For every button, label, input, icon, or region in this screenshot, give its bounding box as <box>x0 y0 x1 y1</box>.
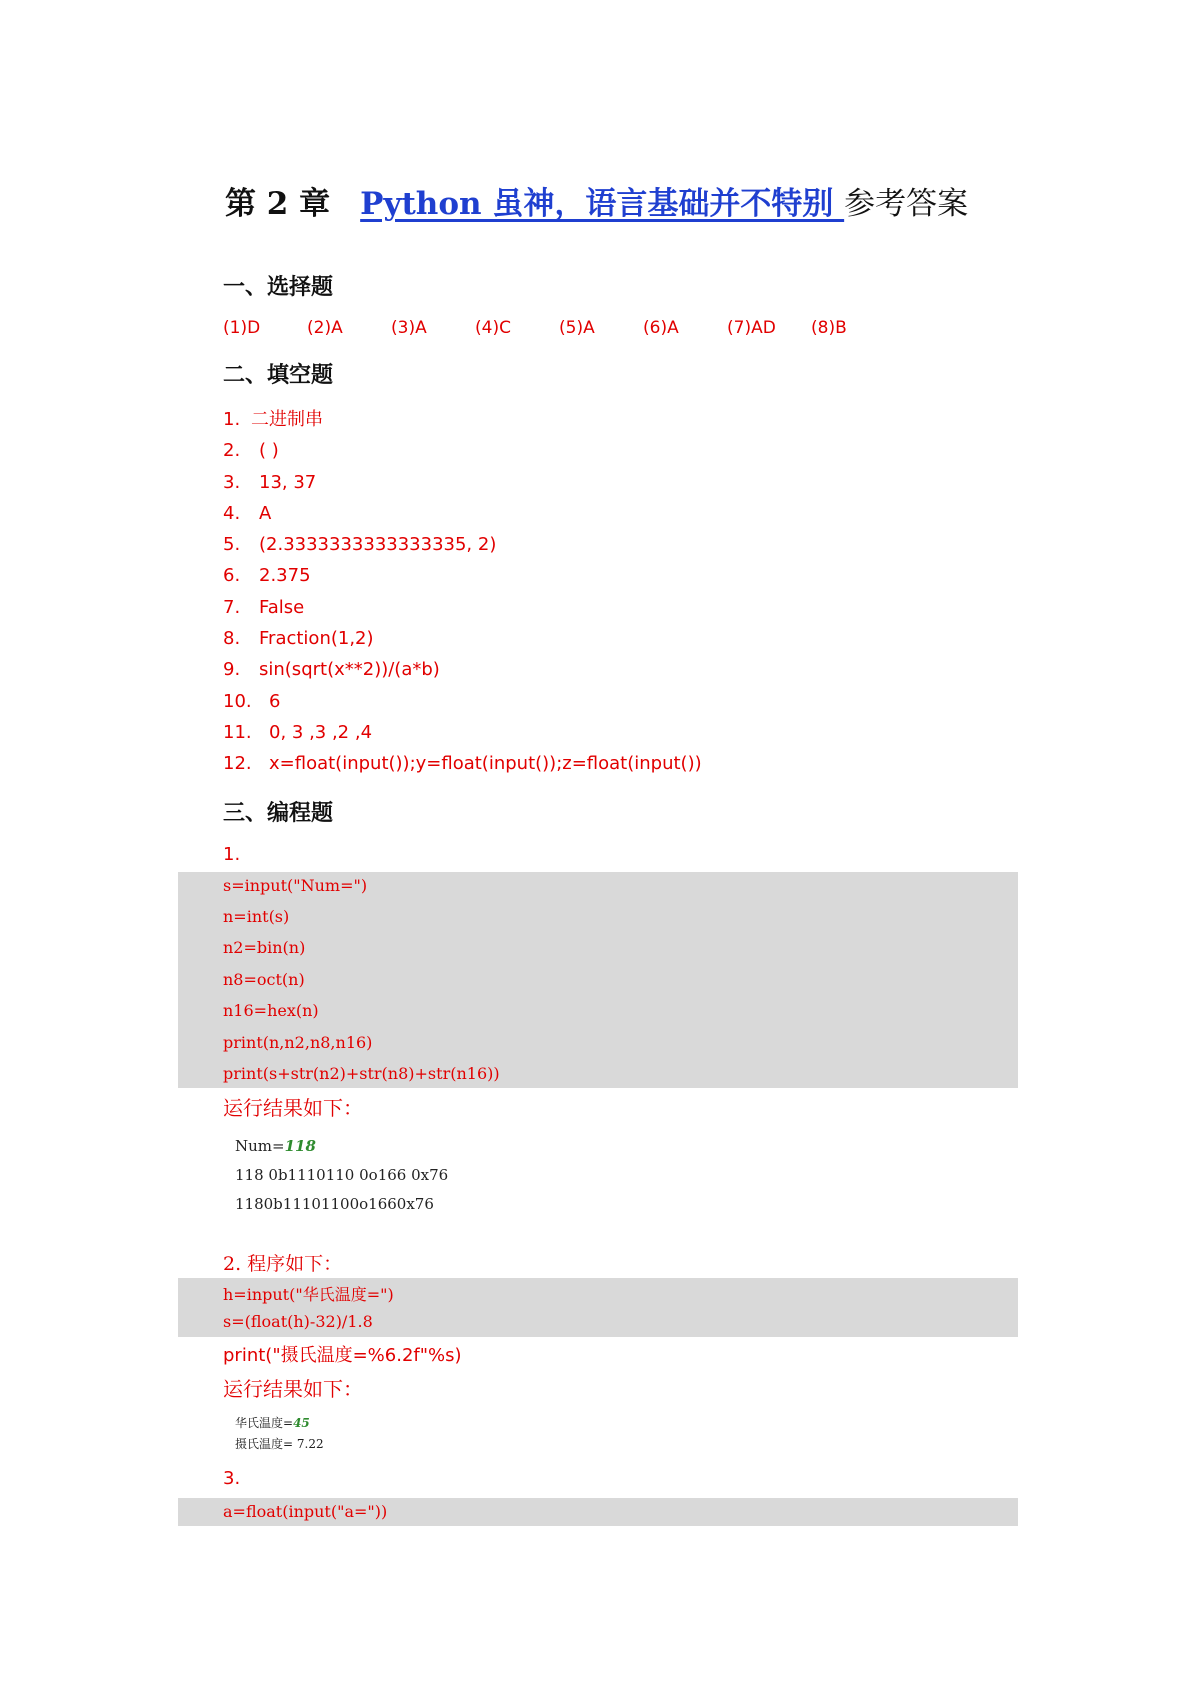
list-item: 7. False <box>223 596 305 618</box>
list-item: 9. sin(sqrt(x**2))/(a*b) <box>223 659 440 681</box>
console-line: Num=118 <box>235 1137 316 1155</box>
print-line: print("摄氏温度=%6.2f"%s) <box>223 1345 462 1366</box>
section-heading-programming: 三、编程题 <box>223 800 334 826</box>
code-line: print(n,n2,n8,n16) <box>223 1033 373 1052</box>
console-line: 1180b11101100o1660x76 <box>235 1195 434 1213</box>
choice-answer: (3)A <box>391 318 427 338</box>
code-line: s=input("Num=") <box>223 876 368 895</box>
list-item: 6. 2.375 <box>223 565 311 587</box>
code-line: n8=oct(n) <box>223 970 305 989</box>
choice-answer: (4)C <box>475 318 511 338</box>
list-item: 5. (2.3333333333333335, 2) <box>223 534 497 556</box>
code-line: n2=bin(n) <box>223 938 306 957</box>
list-item: 1. 二进制串 <box>223 409 323 430</box>
choice-answer: (1)D <box>223 318 261 338</box>
choice-answer: (7)AD <box>727 318 776 338</box>
chapter-number: 第 2 章 <box>225 186 331 222</box>
list-item: 8. Fraction(1,2) <box>223 628 374 650</box>
code-line: n=int(s) <box>223 907 290 926</box>
code-line: a=float(input("a=")) <box>223 1502 388 1521</box>
choice-answer: (2)A <box>307 318 343 338</box>
code-line: print(s+str(n2)+str(n8)+str(n16)) <box>223 1064 500 1083</box>
list-item: 11. 0, 3 ,3 ,2 ,4 <box>223 721 373 743</box>
code-line: n16=hex(n) <box>223 1001 319 1020</box>
console-line: 华氏温度=45 <box>235 1416 310 1430</box>
problem-1-number: 1. <box>223 844 241 865</box>
list-item: 4. A <box>223 502 272 524</box>
section-heading-fill: 二、填空题 <box>223 362 334 388</box>
console-line: 118 0b1110110 0o166 0x76 <box>235 1166 449 1184</box>
section-heading-choice: 一、选择题 <box>223 274 334 300</box>
list-item: 12. x=float(input());y=float(input());z=float(input()) <box>223 753 702 775</box>
list-item: 10. 6 <box>223 690 281 712</box>
list-item: 2. ( ) <box>223 440 279 462</box>
problem-2-label: 2. 程序如下： <box>223 1253 343 1275</box>
code-line: h=input("华氏温度=") <box>223 1285 394 1304</box>
page-title <box>225 178 968 223</box>
list-item: 3. 13, 37 <box>223 471 317 493</box>
code-block-2 <box>178 1278 1018 1337</box>
console-line: 摄氏温度= 7.22 <box>235 1437 324 1451</box>
code-line: s=(float(h)-32)/1.8 <box>223 1312 373 1331</box>
result-label-1: 运行结果如下： <box>223 1096 363 1120</box>
chapter-title-link[interactable]: Python 虽神，语言基础并不特别 <box>360 186 845 222</box>
title-suffix: 参考答案 <box>844 186 969 222</box>
code-block-1 <box>178 872 1018 1088</box>
code-block-3 <box>178 1498 1018 1526</box>
choice-answer: (8)B <box>811 318 847 338</box>
result-label-2: 运行结果如下： <box>223 1377 363 1401</box>
fill-answer-list <box>223 404 702 780</box>
choice-answer: (6)A <box>643 318 679 338</box>
choice-answer: (5)A <box>559 318 595 338</box>
problem-3-number: 3. <box>223 1468 241 1489</box>
